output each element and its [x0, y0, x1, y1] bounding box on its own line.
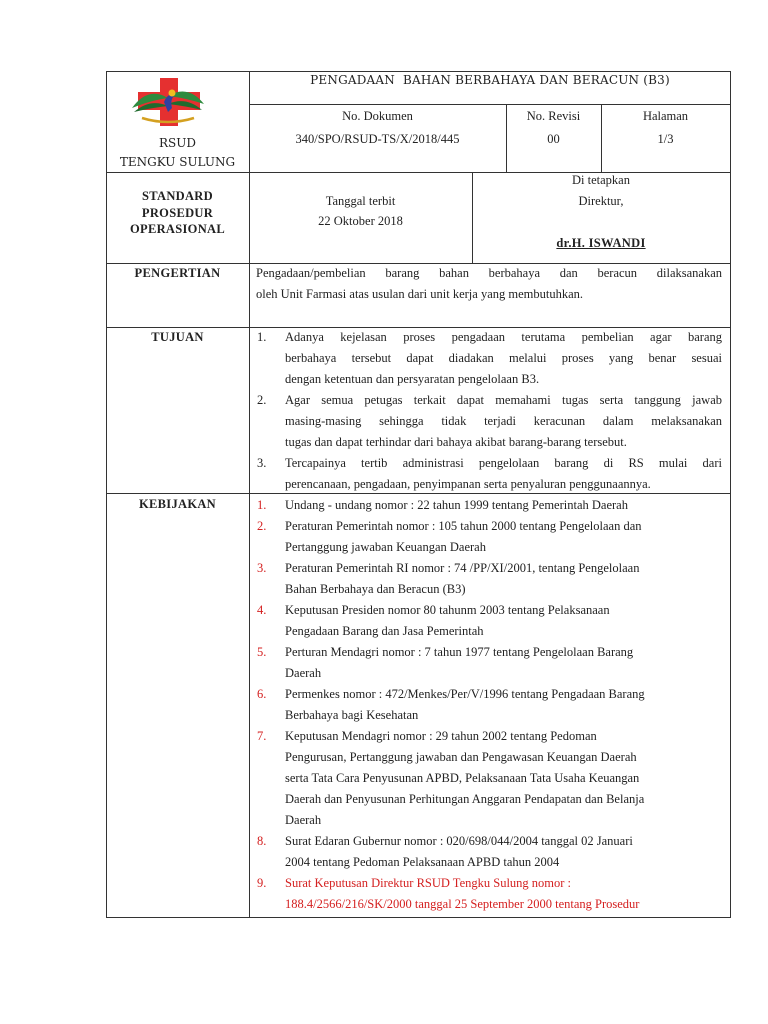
- hospital-logo: [128, 78, 208, 128]
- kebijakan-item-text: Pertanggung jawaban Keuangan Daerah: [285, 540, 486, 554]
- kebijakan-item-number: 9.: [257, 876, 267, 890]
- section-pengertian-label: PENGERTIAN: [134, 266, 221, 280]
- tujuan-item-number: 1.: [257, 330, 267, 344]
- tujuan-item-number: 3.: [257, 456, 267, 470]
- section-kebijakan-label: KEBIJAKAN: [138, 497, 217, 511]
- kebijakan-item-text: Keputusan Mendagri nomor : 29 tahun 2002 tentang Pedoman: [285, 729, 597, 743]
- document-title: PENGADAAN BAHAN BERBAHAYA DAN BERACUN (B3): [310, 73, 670, 87]
- pengertian-line-2: oleh Unit Farmasi atas usulan dari unit kerja yang membutuhkan.: [256, 287, 584, 301]
- pengertian-line-1: Pengadaan/pembelian barang bahan berbahaya dan beracun dilaksanakan: [256, 266, 722, 280]
- kebijakan-item-text: 188.4/2566/216/SK/2000 tanggal 25 September 2000 tentang Prosedur: [285, 897, 640, 911]
- kebijakan-item-text: Permenkes nomor : 472/Menkes/Per/V/1996 tentang Pengadaan Barang: [285, 687, 645, 701]
- kebijakan-item-text: Surat Keputusan Direktur RSUD Tengku Sulung nomor :: [285, 876, 572, 890]
- rule-tujuan-bottom: [106, 493, 731, 494]
- kebijakan-item-number: 3.: [257, 561, 267, 575]
- director-name: dr.H. ISWANDI: [556, 236, 646, 250]
- kebijakan-item-text: Perturan Mendagri nomor : 7 tahun 1977 tentang Pengelolaan Barang: [285, 645, 634, 659]
- kebijakan-item-text: 2004 tentang Pedoman Pelaksanaan APBD tahun 2004: [285, 855, 560, 869]
- kebijakan-item-text: Berbahaya bagi Kesehatan: [285, 708, 419, 722]
- sop-label-line1: STANDARD: [142, 189, 213, 203]
- kebijakan-item-text: Pengurusan, Pertanggung jawaban dan Pengawasan Keuangan Daerah: [285, 750, 637, 764]
- issue-date-value: 22 Oktober 2018: [318, 214, 403, 228]
- kebijakan-item-number: 6.: [257, 687, 267, 701]
- rule-sop-bottom: [106, 263, 731, 264]
- kebijakan-item-text: Keputusan Presiden nomor 80 tahunm 2003 tentang Pelaksanaan: [285, 603, 610, 617]
- sop-label-line2: PROSEDUR: [141, 206, 214, 220]
- kebijakan-item-text: Peraturan Pemerintah RI nomor : 74 /PP/XI/2001, tentang Pengelolaan: [285, 561, 640, 575]
- tujuan-item-text: dengan ketentuan dan persyaratan pengelolaan B3.: [285, 372, 540, 386]
- sop-label-line3: OPERASIONAL: [130, 222, 225, 236]
- tujuan-item-text: tugas dan dapat terhindar dari bahaya akibat barang-barang tersebut.: [285, 435, 627, 449]
- kebijakan-item-number: 8.: [257, 834, 267, 848]
- kebijakan-item-text: Bahan Berbahaya dan Beracun (B3): [285, 582, 466, 596]
- hospital-name-line1: RSUD: [159, 136, 196, 150]
- revision-value: 00: [547, 132, 560, 146]
- kebijakan-item-number: 1.: [257, 498, 267, 512]
- tujuan-item-text: masing-masing sehingga tidak terjadi keracunan dalam melaksanakan: [285, 414, 722, 428]
- doc-number-value: 340/SPO/RSUD-TS/X/2018/445: [295, 132, 460, 146]
- page-value: 1/3: [657, 132, 674, 146]
- kebijakan-item-number: 2.: [257, 519, 267, 533]
- kebijakan-item-text: Undang - undang nomor : 22 tahun 1999 tentang Pemerintah Daerah: [285, 498, 628, 512]
- issue-date-label: Tanggal terbit: [325, 194, 396, 208]
- rule-right: [730, 71, 731, 918]
- kebijakan-item-number: 5.: [257, 645, 267, 659]
- kebijakan-item-text: Daerah: [285, 666, 322, 680]
- doc-number-label: No. Dokumen: [342, 109, 413, 123]
- tujuan-item-text: berbahaya tersebut dapat diadakan melalui proses yang benar sesuai: [285, 351, 722, 365]
- tujuan-item-number: 2.: [257, 393, 267, 407]
- kebijakan-item-text: Daerah: [285, 813, 322, 827]
- hospital-name-line2: TENGKU SULUNG: [119, 155, 236, 169]
- tujuan-item-text: perencanaan, pengadaan, penyimpanan serta penyaluran penggunaannya.: [285, 477, 651, 491]
- page-label: Halaman: [642, 109, 689, 123]
- rule-pengertian-bottom: [106, 327, 731, 328]
- kebijakan-item-text: Peraturan Pemerintah nomor : 105 tahun 2000 tentang Pengelolaan dan: [285, 519, 642, 533]
- kebijakan-item-text: Daerah dan Penyusunan Perhitungan Anggaran Pendapatan dan Belanja: [285, 792, 645, 806]
- kebijakan-item-text: Surat Edaran Gubernur nomor : 020/698/044/2004 tanggal 02 Januari: [285, 834, 633, 848]
- rule-title-bottom: [249, 104, 731, 105]
- set-by-label: Di tetapkan: [572, 173, 630, 187]
- kebijakan-item-text: Pengadaan Barang dan Jasa Pemerintah: [285, 624, 484, 638]
- rule-bottom: [106, 917, 731, 918]
- director-label: Direktur,: [578, 194, 624, 208]
- tujuan-item-text: Adanya kejelasan proses pengadaan terutama pembelian agar barang: [285, 330, 722, 344]
- tujuan-item-text: Agar semua petugas terkait dapat memahami tugas serta tanggung jawab: [285, 393, 722, 407]
- kebijakan-item-text: serta Tata Cara Penyusunan APBD, Pelaksanaan Tata Usaha Keuangan: [285, 771, 640, 785]
- tujuan-item-text: Tercapainya tertib administrasi pengelolaan barang di RS mulai dari: [285, 456, 722, 470]
- section-tujuan-label: TUJUAN: [151, 330, 204, 344]
- revision-label: No. Revisi: [526, 109, 581, 123]
- kebijakan-item-number: 4.: [257, 603, 267, 617]
- kebijakan-item-number: 7.: [257, 729, 267, 743]
